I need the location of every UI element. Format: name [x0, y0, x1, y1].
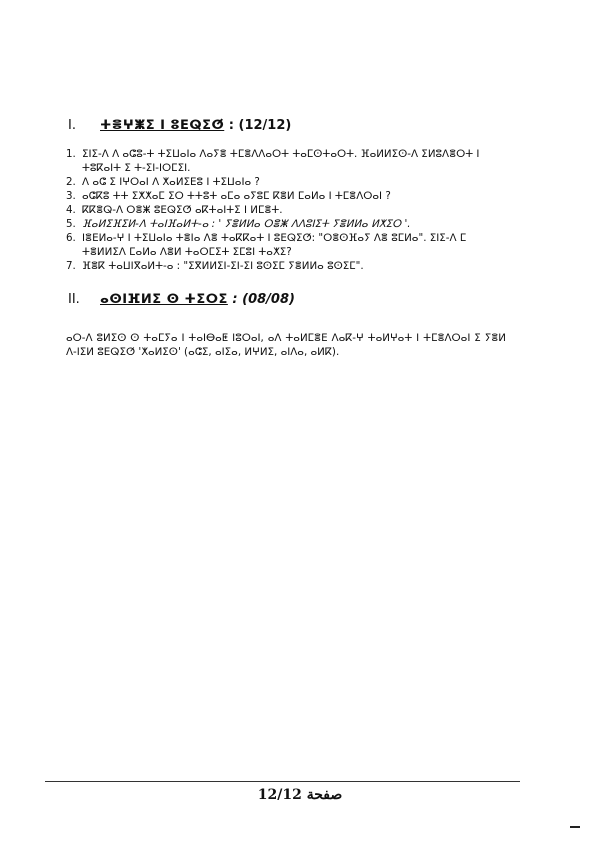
question-text: ⴼⴰⵍⵉⴼⵉⵍ-ⴷ ⵜⴰⵏⴼⴰⵍⵜ-ⴰ : ' ⵢⴻⵍⵍⴰ ⵔⴻⵥ ⴷⴷⵓⵏⵉⵜ ⵢⴻⵍⵍⴰ ⵍⵅⵉⵔ '. — [82, 218, 411, 230]
question-text: ⴷ ⴰⵛ ⵉ ⵏⵖⵔⴰⵏ ⴷ ⵅⴰⵍⵉⴹⵓ ⵏ ⵜⵉⵡⴰⵏⴰ ? — [82, 176, 260, 188]
question-text: ⵉⵏⵉ-ⴷ ⴷ ⴰⵛⵓ-ⵜ ⵜⵉⵡⴰⵏⴰ ⴷⴰⵢⴻ ⵜⵎⴻⴷⴷⴰⵔⵜ ⵜⴰⵎⵙⵜⴰⵔⵜ. ⴼⴰⵍⵍⵉⵙ-ⴷ ⵉⵍⵓⴷⴻⵔⵜ ⵏ ⵜⵓⴽⴰⵏⵜ ⵉ ⵜ-ⵉⵏ-ⵏⵔⵎⵉⵏ. — [82, 148, 483, 174]
question-list — [66, 147, 506, 273]
question-number: 3. — [66, 190, 76, 202]
question-item — [66, 217, 506, 231]
question-text: ⴰⵛⴽⵓ ⵜⵜ ⵉⵅⵅⴰⵎ ⵉⵔ ⵜⵜⵓⵜ ⴰⵎⴰ ⴰⵢⵓⵎ ⴽⴻⵍ ⵎⴰⵍⴰ ⵏ ⵜⵎⴻⴷⵔⴰⵏ ? — [82, 190, 391, 202]
question-item — [66, 203, 506, 217]
question-number: 6. — [66, 232, 76, 244]
section-2-heading — [68, 292, 295, 307]
essay-prompt: ⴰⵔ-ⴷ ⵓⵍⵉⵙ ⵙ ⵜⴰⵎⵢⴰ ⵏ ⵜⴰⵏⴱⴰⵟ ⵏⵓⵔⴰⵏ, ⴰⴷ ⵜⴰⵍⵎⴻⴹ ⴷⴰⴽ-ⵖ ⵜⴰⵍⵖⴰⵜ ⵏ ⵜⵎⴻⴷⵔⴰⵏ ⵉ ⵢⴻⵍ ⴷ-ⵏⵉⵍ ⵓⴹⵕⵉⵚ 'ⵅⴰⵍⵉⵙ' (ⴰⵛⵉ, ⴰⵏⵉⴰ, ⵍⵖⵍⵉ, ⴰⵏⴷⴰ, ⴰⵍⴽ). — [66, 332, 506, 359]
page-label: صفحة — [306, 787, 343, 803]
question-item — [66, 231, 506, 259]
section-1-score: : (12/12) — [228, 118, 292, 133]
question-item — [66, 175, 506, 189]
corner-mark — [570, 826, 580, 828]
section-1-heading — [68, 118, 291, 133]
question-item — [66, 189, 506, 203]
footer-divider — [45, 781, 520, 782]
section-1-number: I. — [68, 118, 76, 133]
question-number: 1. — [66, 148, 76, 160]
question-number: 7. — [66, 260, 76, 272]
section-1-title: ⵜⴻⵖⵥⵉ ⵏ ⵓⴹⵕⵉⵚ — [100, 118, 225, 133]
question-text: ⵏⴻⴹⵍⴰ-ⵖ ⵏ ⵜⵉⵡⴰⵏⴰ ⵜⴻⵏⴰ ⴷⴻ ⵜⴰⴽⴽⴰⵜ ⵏ ⵓⴹⵕⵉⵚ: "ⵔⴻⵙⴼⴰⵢ ⴷⴻ ⵓⵎⵍⴰ". ⵉⵏⵉ-ⴷ ⵎ ⵜⴻⵍⵍⵉⴷ ⵎⴰⵍⴰ ⴷⴻⵍ ⵜⴰⵔⵎⵉⵜ ⵉⵎⵓⵏ ⵜⴰⵅⵉ? — [82, 232, 470, 258]
question-item — [66, 259, 506, 273]
section-2-title: ⴰⵙⵏⴼⵍⵉ ⵙ ⵜⵉⵔⵉ — [100, 292, 228, 307]
question-number: 5. — [66, 218, 76, 230]
question-item — [66, 147, 506, 175]
question-text: ⴽⴽⴻⵕ-ⴷ ⵔⴻⵥ ⵓⴹⵕⵉⵚ ⴰⴽⵜⴰⵏⵜⵉ ⵏ ⵍⵎⴻⵜ. — [82, 204, 283, 216]
page-footer — [0, 787, 600, 803]
page-number: 12/12 — [257, 787, 302, 803]
section-2-number: II. — [68, 292, 80, 307]
question-number: 2. — [66, 176, 76, 188]
section-2-score: : (08/08) — [232, 292, 295, 307]
question-number: 4. — [66, 204, 76, 216]
question-text: ⴼⴻⴽ ⵜⴰⵡⵏⴳⴰⵍⵜ-ⴰ : "ⵉⴳⵍⵍⵉⵏ-ⵉⵏ-ⵉⵏ ⵓⵙⵉⵎ ⵢⴻⵍⵍⴰ ⵓⵙⵉⵎ". — [82, 260, 364, 272]
